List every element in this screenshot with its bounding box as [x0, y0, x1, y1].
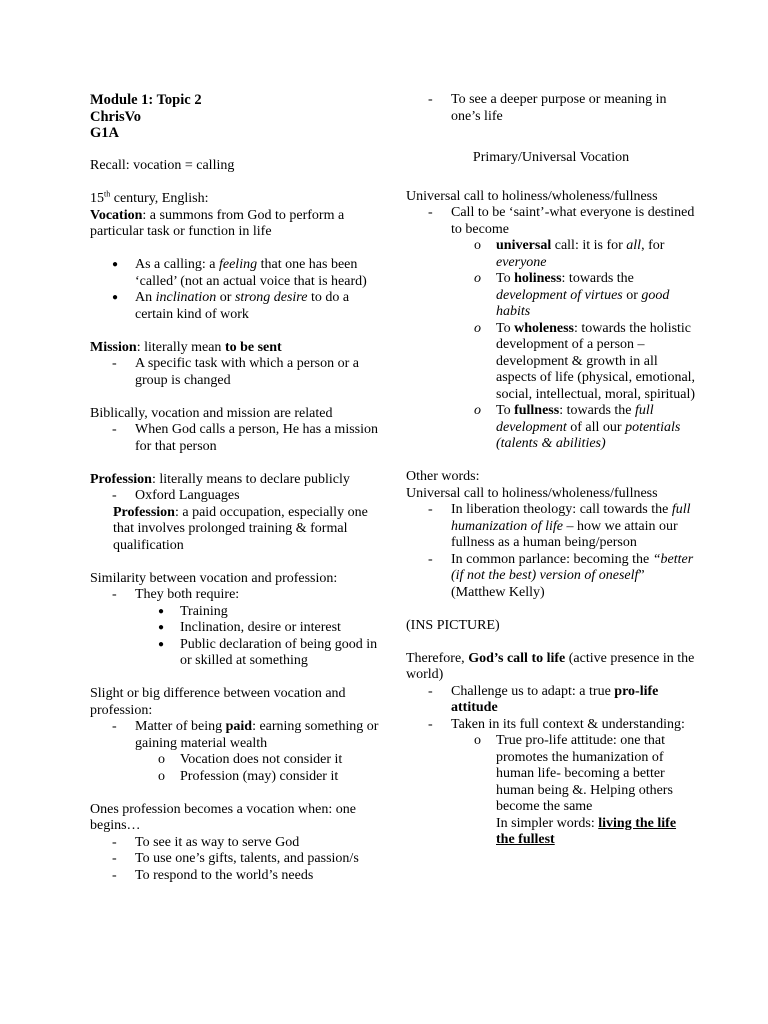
ones-profession-line: Ones profession becomes a vocation when: one begins… — [90, 801, 356, 833]
list-item: - Taken in its full context & understanding: — [428, 716, 685, 732]
biblical-line: Biblically, vocation and mission are related — [90, 405, 333, 421]
circle-marker: o — [474, 733, 481, 748]
list-item: ● Training — [158, 603, 228, 619]
class-section: G1A — [90, 125, 119, 141]
recall-line: Recall: vocation = calling — [90, 158, 235, 173]
list-item: o To fullness: towards the full development of all our potentials (talents & abilities) — [474, 403, 681, 451]
list-item: - In common parlance: becoming the “better (if not the best) version of oneself” (Matthew Kelly) — [428, 551, 694, 600]
circle-marker: o — [474, 320, 481, 336]
author-name: ChrisVo — [90, 108, 142, 125]
difference-line: Slight or big difference between vocation and profession: — [90, 686, 346, 718]
list-item: - To use one’s gifts, talents, and passion/s — [112, 851, 359, 866]
circle-marker: o — [474, 271, 481, 286]
bullet-icon: ● — [158, 638, 165, 650]
century-line: 15th century, English: — [90, 189, 209, 206]
list-item: o universal call: it is for all, for everyone — [474, 238, 665, 270]
bullet-icon: ● — [112, 292, 119, 303]
list-item: o Vocation does not consider it — [158, 752, 343, 767]
dash-marker: - — [112, 719, 117, 734]
similarity-line: Similarity between vocation and profession: — [90, 570, 338, 586]
list-item: - To respond to the world’s needs — [112, 867, 314, 883]
circle-marker: o — [158, 752, 165, 767]
primary-vocation-heading: Primary/Universal Vocation — [472, 149, 630, 165]
list-item: - A specific task with which a person or a group is changed — [112, 356, 359, 388]
list-item: - To see a deeper purpose or meaning in one’s life — [428, 92, 667, 124]
dash-marker: - — [112, 488, 117, 503]
therefore-line: Therefore, God’s call to life (active presence in the world) — [406, 650, 695, 682]
dash-marker: - — [428, 92, 433, 107]
universal-call-line-2: Universal call to holiness/wholeness/fullness — [406, 485, 658, 501]
circle-marker: o — [474, 238, 481, 253]
dash-marker: - — [428, 205, 433, 220]
list-item: - When God calls a person, He has a mission for that person — [112, 422, 378, 454]
dash-marker: - — [112, 834, 117, 850]
list-item: - Oxford Languages — [112, 488, 240, 503]
list-item: o Profession (may) consider it — [158, 768, 339, 784]
dash-marker: - — [428, 502, 433, 517]
dash-marker: - — [428, 551, 433, 567]
bullet-icon: ● — [158, 622, 165, 633]
dash-marker: - — [428, 716, 433, 732]
other-words-line: Other words: — [406, 469, 480, 484]
list-item: ● An inclination or strong desire to do a certain kind of work — [112, 290, 350, 322]
module-title: Module 1: Topic 2 — [90, 92, 202, 108]
list-item: o True pro-life attitude: one that promotes the humanization of human life- becoming a better human being &. Helping others become the same — [474, 733, 673, 814]
ins-picture-placeholder: (INS PICTURE) — [406, 617, 500, 633]
list-item: o To wholeness: towards the holistic development of a person – development & growth in all aspects of life (physical, emotional, social, intellectual, moral, spiritual) — [474, 320, 696, 402]
dash-marker: - — [112, 851, 117, 866]
list-item: - Matter of being paid: earning something or gaining material wealth — [112, 719, 379, 751]
universal-call-line: Universal call to holiness/wholeness/fullness — [406, 188, 658, 204]
bullet-icon: ● — [158, 605, 165, 617]
circle-marker: o — [474, 403, 481, 418]
list-item: ● Inclination, desire or interest — [158, 620, 341, 635]
bullet-icon: ● — [112, 259, 119, 270]
dash-marker: - — [112, 867, 117, 883]
list-item: - In liberation theology: call towards the full humanization of life – how we attain our fullness as a human being/person — [428, 502, 691, 550]
list-item: ● As a calling: a feeling that one has been ‘called’ (not an actual voice that is heard) — [112, 257, 367, 289]
mission-definition: Mission: literally mean to be sent — [90, 339, 282, 355]
dash-marker: - — [112, 422, 117, 437]
list-item: - They both require: — [112, 587, 240, 602]
list-item: - Challenge us to adapt: a true pro-life attitude — [428, 683, 659, 715]
list-item: - Call to be ‘saint’-what everyone is destined to become — [428, 205, 695, 237]
dash-marker: - — [428, 683, 433, 699]
right-column — [406, 92, 696, 849]
dash-marker: - — [112, 587, 117, 602]
list-item: o To holiness: towards the development of virtues or good habits — [474, 271, 670, 319]
profession-definition: Profession: literally means to declare publicly — [90, 471, 350, 487]
profession-oxford-definition: Profession: a paid occupation, especially one that involves prolonged training & formal qualification — [113, 504, 368, 553]
list-item: ● Public declaration of being good in or skilled at something — [158, 636, 378, 668]
left-column — [90, 92, 380, 884]
dash-marker: - — [112, 356, 117, 371]
circle-marker: o — [158, 768, 165, 784]
list-item: - To see it as way to serve God — [112, 834, 300, 850]
simpler-words-line: In simpler words: living the life the fullest — [496, 815, 677, 847]
vocation-definition: Vocation: a summons from God to perform a particular task or function in life — [90, 207, 345, 239]
